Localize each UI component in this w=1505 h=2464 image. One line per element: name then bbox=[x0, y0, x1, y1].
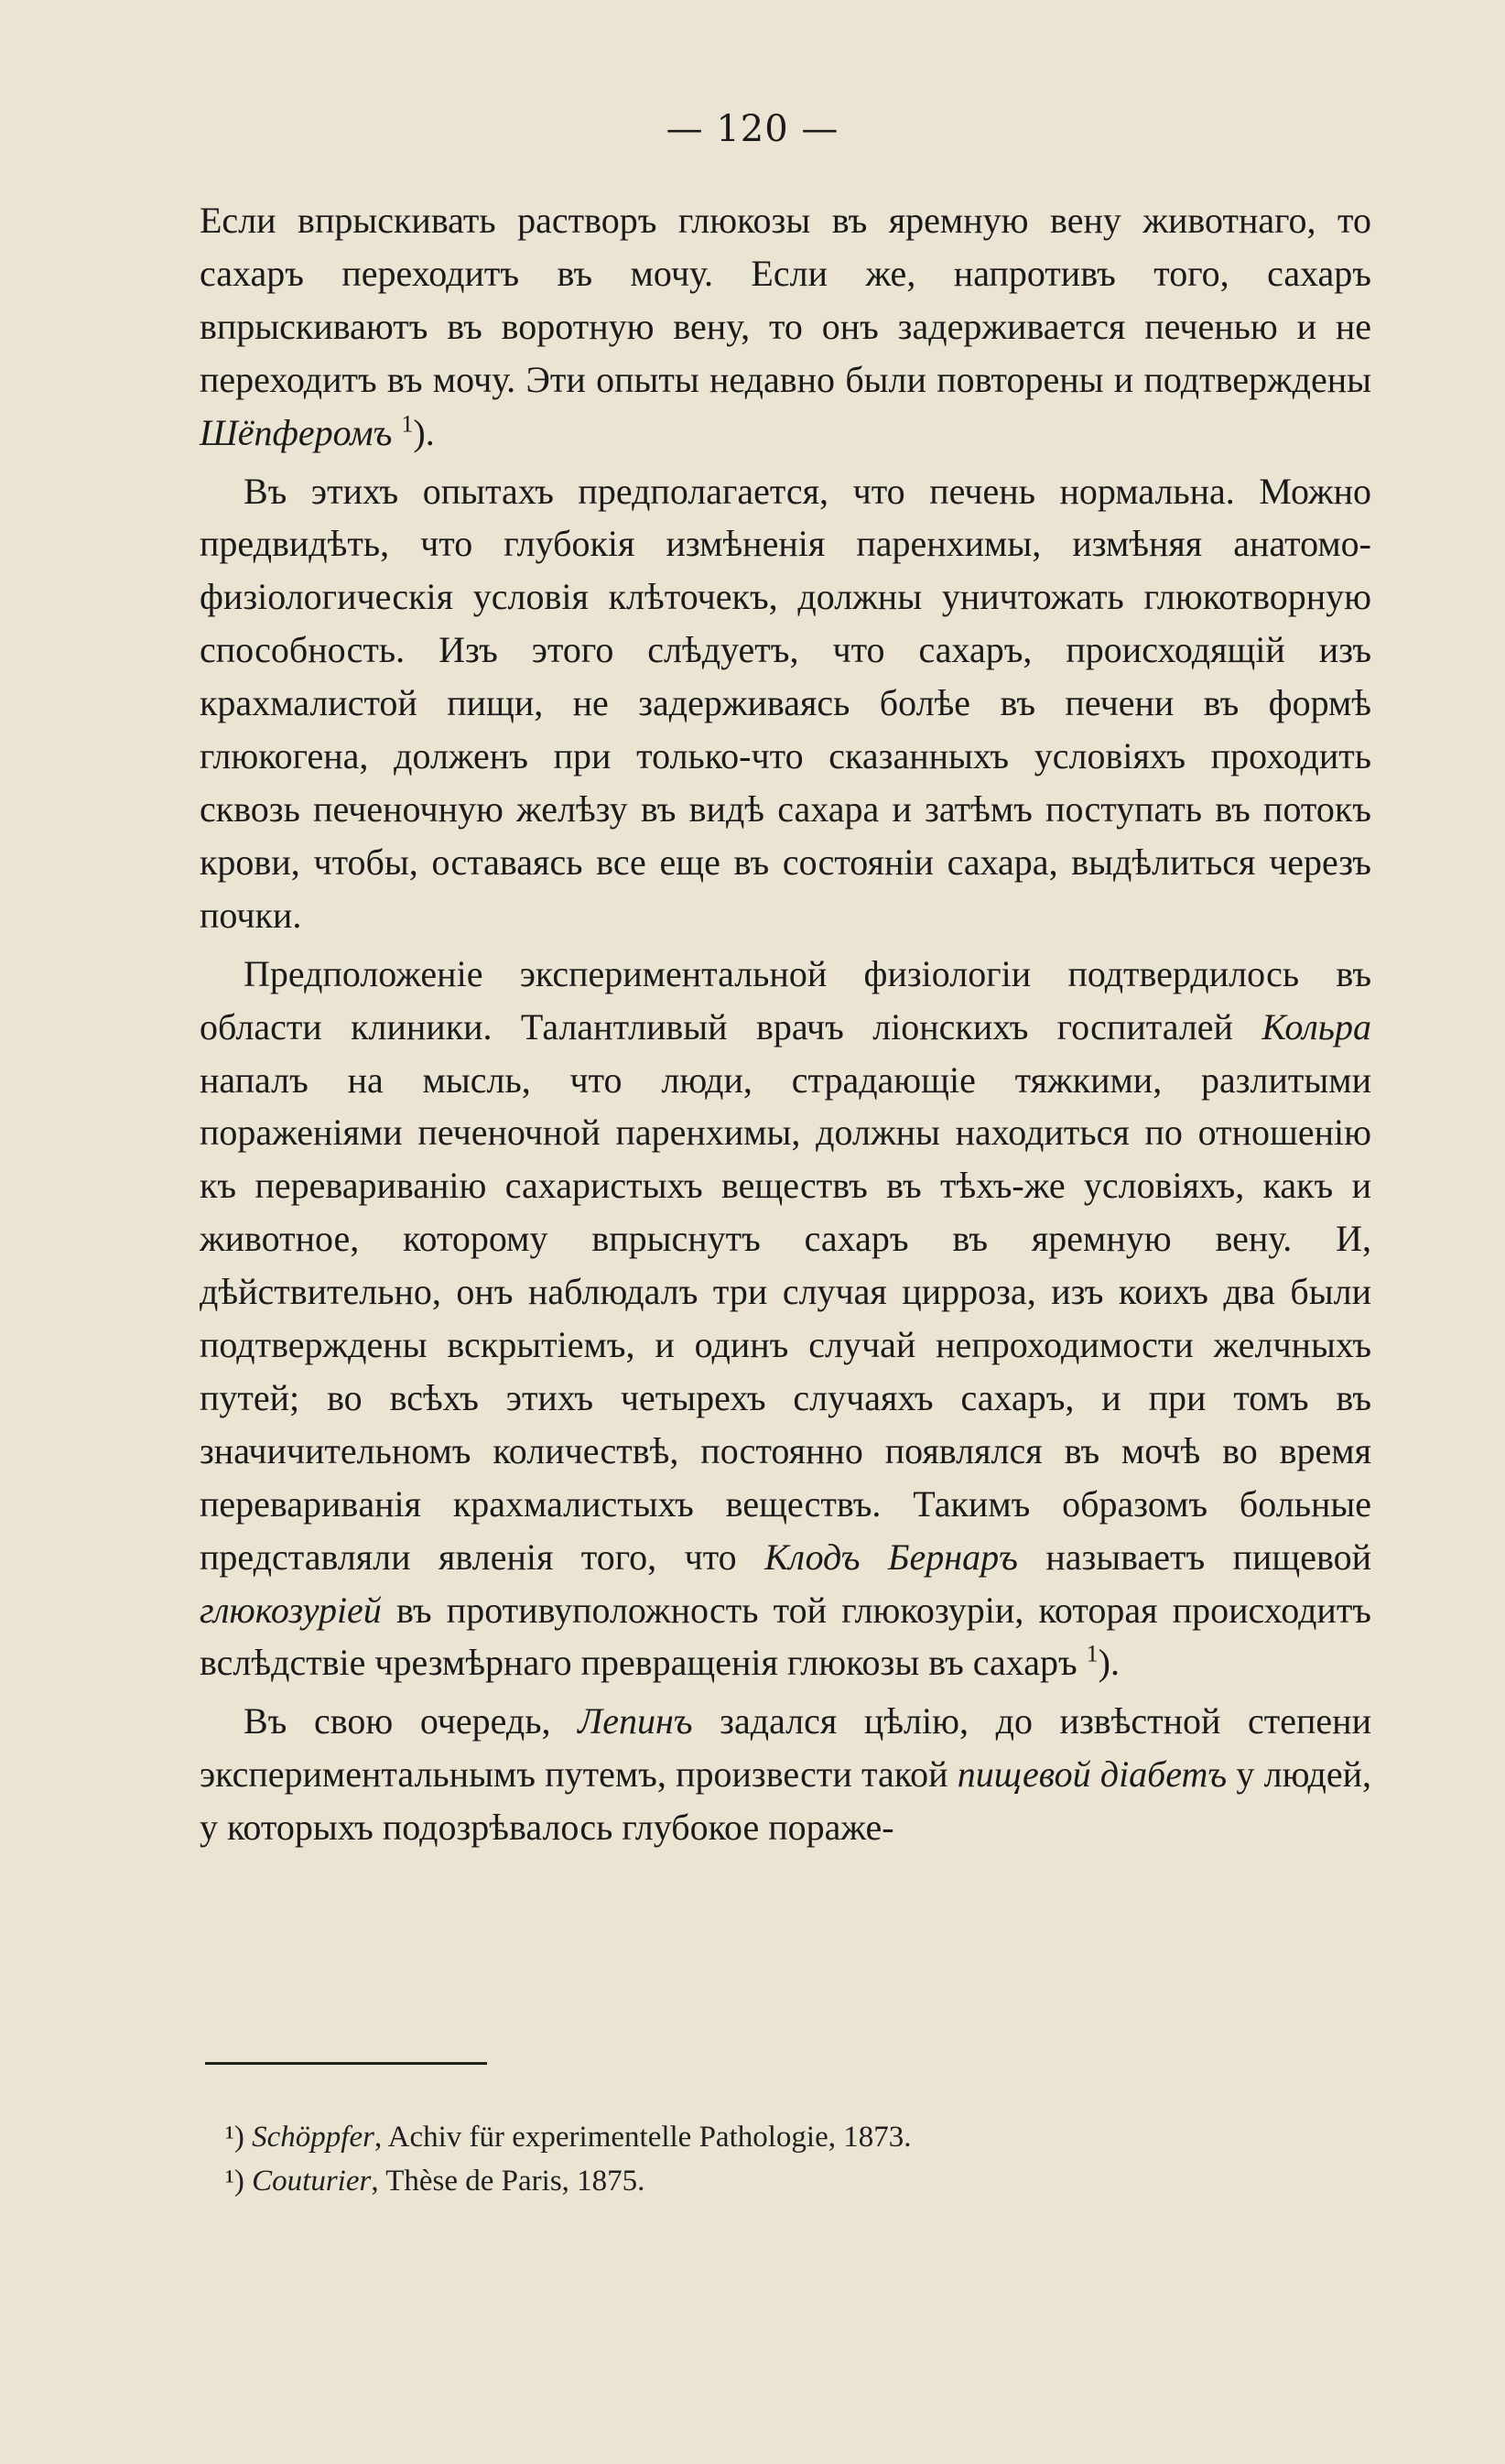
emphasized-name: глюкозуріей bbox=[200, 1589, 382, 1631]
paragraph bbox=[200, 465, 1371, 942]
text-run bbox=[392, 412, 401, 453]
text-run: въ противуположность той глюкозуріи, которая происходитъ вслѣдствіе чрезмѣрнаго превращенія глюкозы въ сахаръ bbox=[200, 1589, 1371, 1684]
text-run: Въ этихъ опытахъ предполагается, что печень нормальна. Можно предвидѣть, что глубокія измѣненія паренхимы, измѣняя анатомо-физіологическія условія клѣточекъ, должны уничтожать глюкотворную способность. Изъ этого слѣдуетъ, что сахаръ, происходящій изъ крахмалистой пищи, не задерживаясь болѣе въ печени въ формѣ глюкогена, долженъ при только-что сказанныхъ условіяхъ проходить сквозь печеночную желѣзу въ видѣ сахара и затѣмъ поступать въ потокъ крови, чтобы, оставаясь все еще въ состояніи сахара, выдѣлиться черезъ почки. bbox=[200, 470, 1371, 936]
text-run: задался цѣлію, до извѣстной степени экспериментальнымъ путемъ, произвести такой bbox=[200, 1700, 1371, 1796]
footnote-reference: 1 bbox=[401, 410, 414, 438]
body-text bbox=[200, 194, 1371, 1854]
text-run: называетъ пищевой bbox=[1017, 1536, 1371, 1578]
text-run: Предположеніе экспериментальной физіологіи подтвердилось въ области клиники. Талантливый врачъ ліонскихъ госпиталей bbox=[200, 952, 1371, 1047]
text-run: ). bbox=[1098, 1642, 1120, 1684]
footnote-author: Couturier bbox=[252, 2165, 372, 2198]
footnote-reference: 1 bbox=[1086, 1641, 1099, 1668]
footnote-author: Schöppfer bbox=[252, 2121, 374, 2154]
footnote bbox=[225, 2159, 1232, 2203]
emphasized-name: Шёпферомъ bbox=[200, 411, 393, 453]
footnote-mark: ¹) bbox=[225, 2165, 244, 2198]
footnote-text: , Thèse de Paris, 1875. bbox=[371, 2165, 645, 2198]
page-number: — 120 — bbox=[666, 108, 839, 150]
text-run: напалъ на мысль, что люди, страдающіе тяжкими, разлитыми пораженіями печеночной паренхимы, должны находиться по отношенію къ перевариванію сахаристыхъ веществъ въ тѣхъ-же условіяхъ, какъ и животное, которому впрыснутъ сахаръ въ яремную вену. И, дѣйствительно, онъ наблюдалъ три случая цирроза, изъ коихъ два были подтверждены вскрытіемъ, и одинъ случай непроходимости желчныхъ путей; во всѣхъ этихъ четырехъ случаяхъ сахаръ, и при томъ въ значичительномъ количествѣ, постоянно появлялся въ мочѣ во время переваривaнія крахмалистыхъ веществъ. Такимъ образомъ больные представляли явленія того, что bbox=[200, 1058, 1371, 1578]
emphasized-name: Кольра bbox=[1261, 1005, 1371, 1047]
emphasized-name: Лепинъ bbox=[578, 1700, 693, 1742]
text-run: ). bbox=[413, 411, 435, 453]
paragraph bbox=[200, 948, 1371, 1690]
footnote-divider bbox=[205, 2062, 487, 2065]
text-run: у людей, у которыхъ подозрѣвалось глубокое пораже- bbox=[200, 1753, 1372, 1849]
emphasized-name: Клодъ Бернаръ bbox=[764, 1536, 1018, 1578]
footnote-text: , Achiv für experimentelle Pathologie, 1873. bbox=[374, 2121, 912, 2154]
text-run: Если впрыскивать растворъ глюкозы въ яремную вену животнаго, то сахаръ переходитъ въ мочу. Если же, напротивъ того, сахаръ впрыскиваютъ въ воротную вену, то онъ задерживается печенью и не переходитъ въ мочу. Эти опыты недавно были повторены и подтверждены bbox=[200, 200, 1371, 400]
footnote-mark: ¹) bbox=[225, 2121, 244, 2154]
text-run: Въ свою очередь, bbox=[244, 1700, 579, 1742]
footnotes bbox=[225, 2115, 1232, 2203]
paragraph bbox=[200, 194, 1371, 460]
paragraph bbox=[200, 1695, 1371, 1854]
emphasized-name: пищевой діабетъ bbox=[957, 1753, 1228, 1796]
footnote bbox=[225, 2115, 1232, 2159]
